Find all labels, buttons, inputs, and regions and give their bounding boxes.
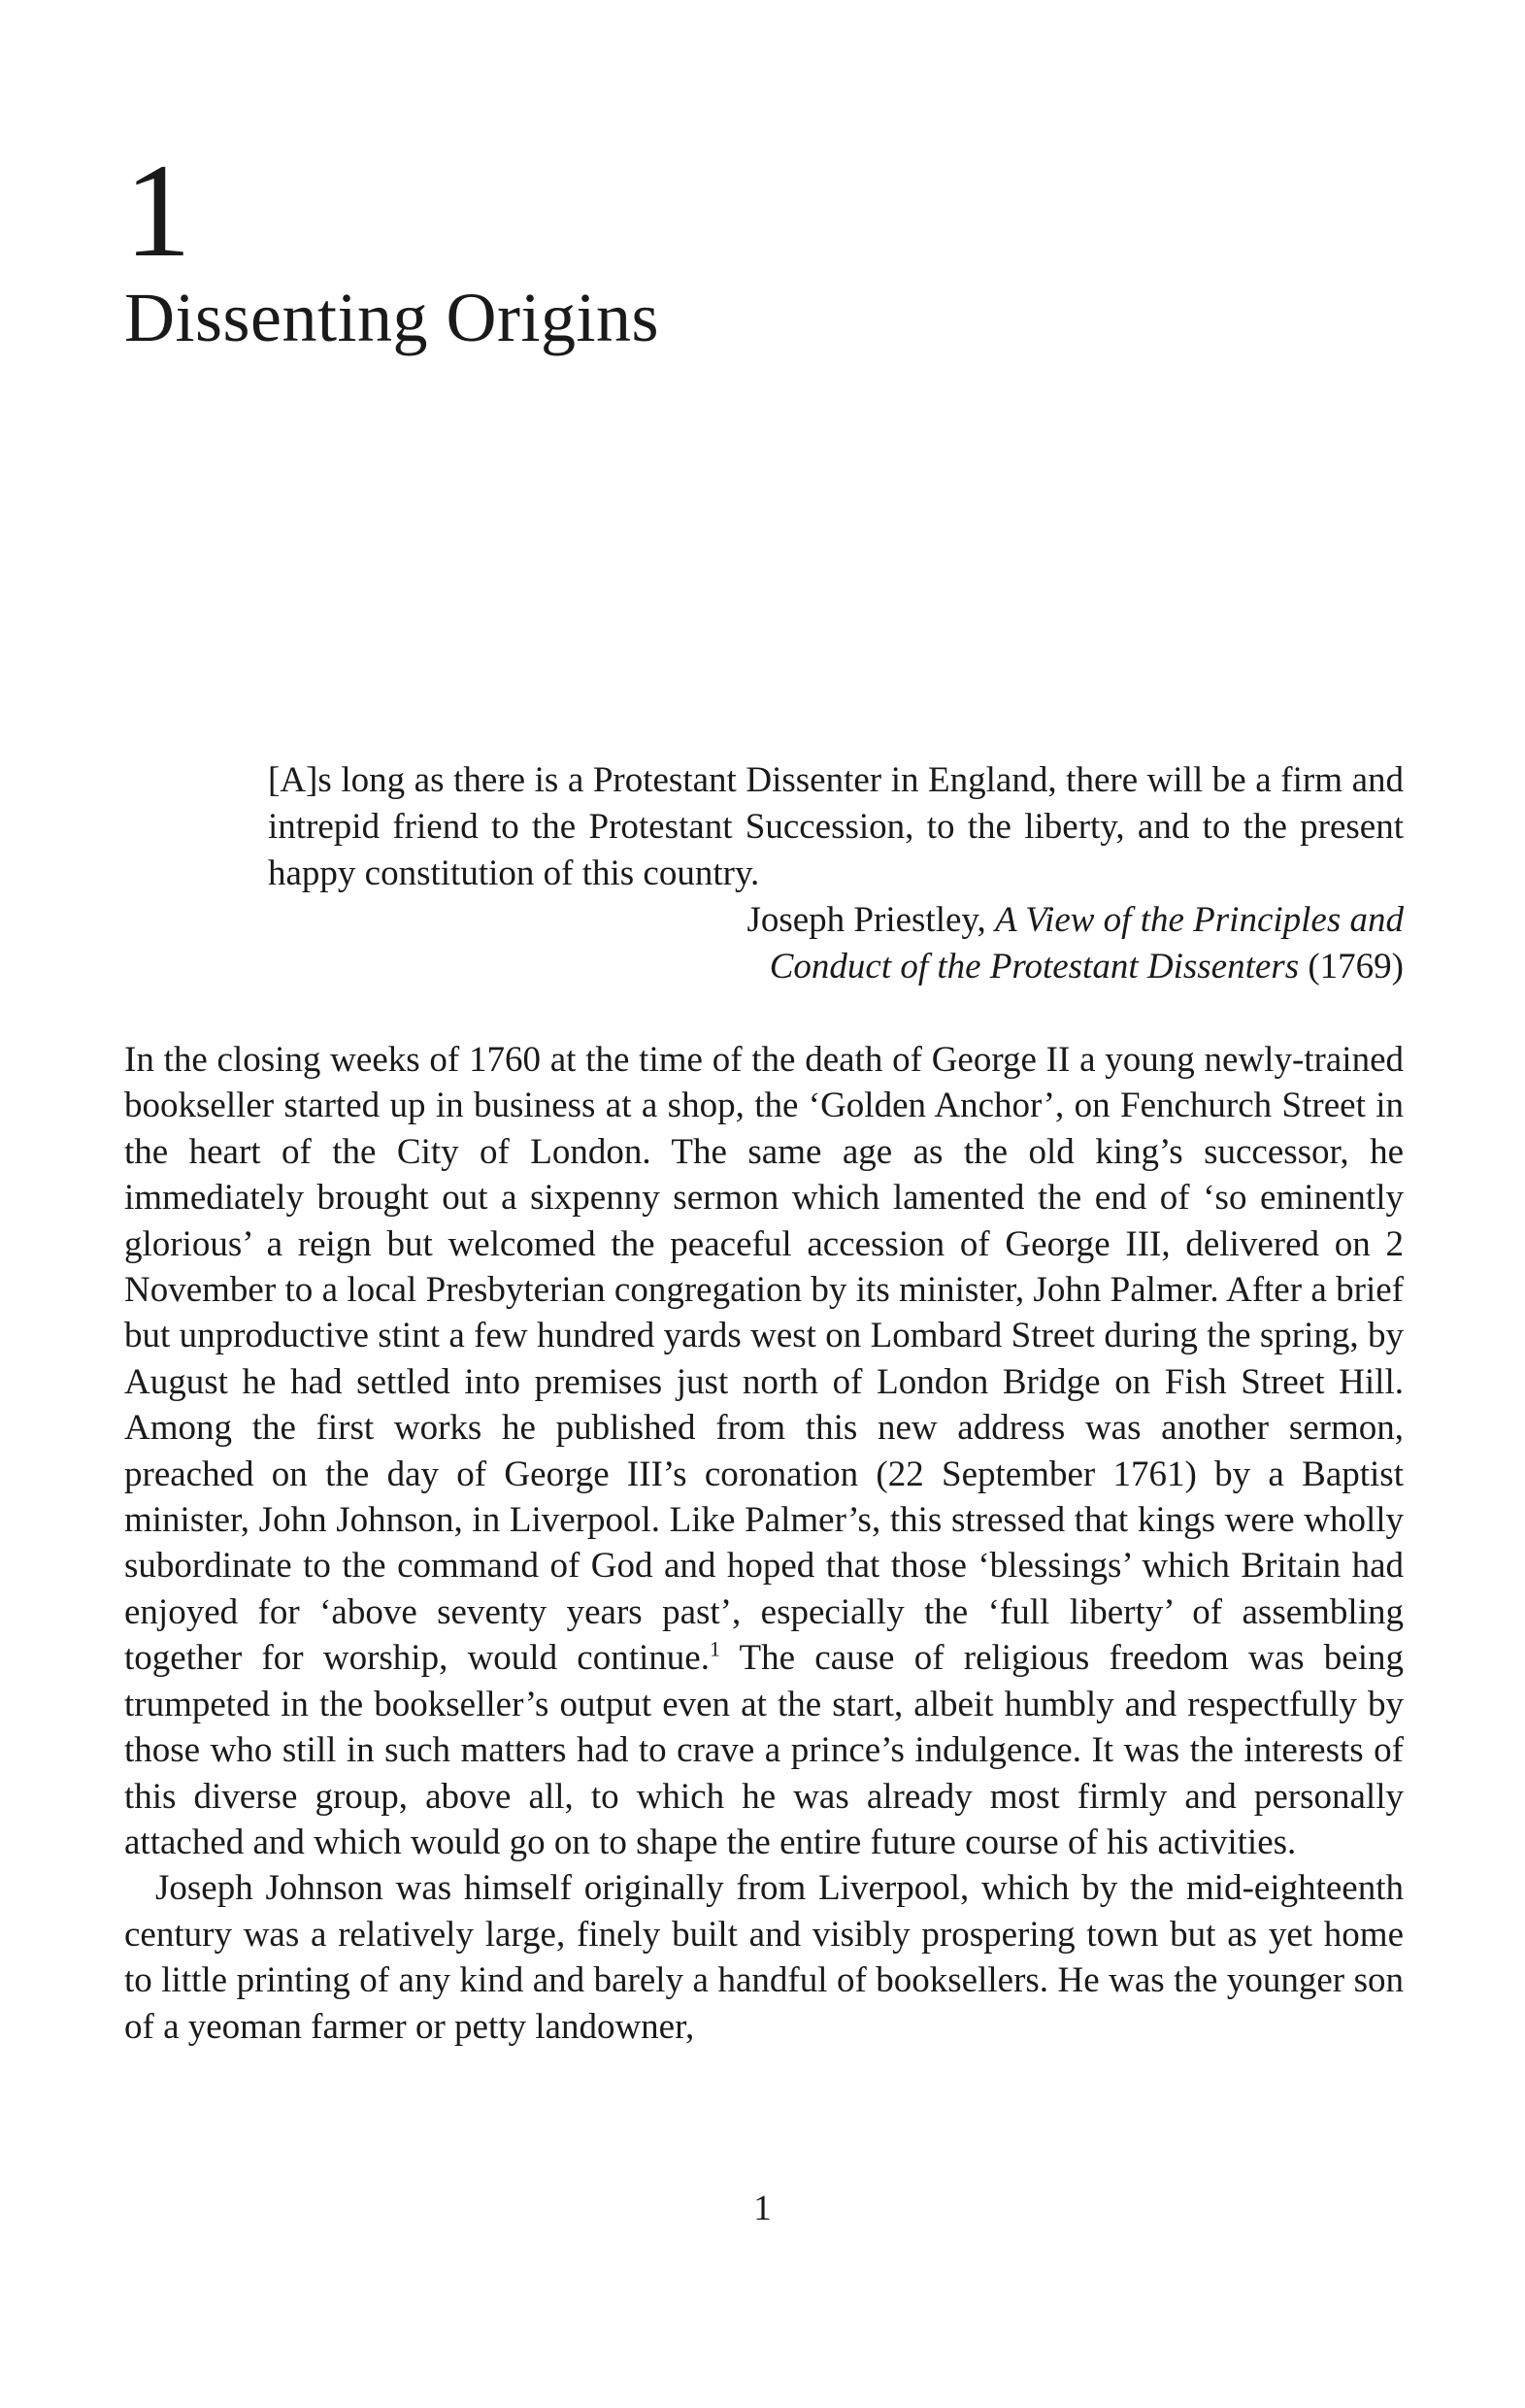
- epigraph-attribution-line-1: [268, 897, 1404, 944]
- paragraph-1-text-b: The cause of religious freedom was being trumpeted in the bookseller’s output even at the start, albeit humbly and respectfully by those who still in such matters had to crave a prince’s indulgence. It was the interests of this diverse group, above all, to which he was already most firmly and personally attached and which would go on to shape the entire future course of his activities.: [124, 1638, 1404, 1862]
- epigraph-quote: [A]s long as there is a Protestant Dissenter in England, there will be a firm and intrepid friend to the Protestant Succession, to the liberty, and to the present happy constitution of this country.: [268, 760, 1404, 893]
- epigraph-work-title-2: Conduct of the Protestant Dissenters: [769, 947, 1300, 987]
- page-number: 1: [753, 2189, 772, 2228]
- chapter-number: 1: [124, 136, 191, 284]
- footnote-marker[interactable]: 1: [709, 1636, 720, 1661]
- epigraph-year: (1769): [1299, 947, 1404, 987]
- chapter-title: Dissenting Origins: [124, 279, 660, 356]
- epigraph-author: Joseph Priestley,: [746, 900, 996, 940]
- body-text: [124, 1037, 1404, 2050]
- paragraph-1: [124, 1037, 1404, 1865]
- paragraph-1-text-a: In the closing weeks of 1760 at the time of the death of George II a young newly-trained bookseller started up in business at a shop, the ‘Golden Anchor’, on Fenchurch Street in the heart of the City of London. The same age as the old king’s successor, he immediately brought out a sixpenny sermon which lamented the end of ‘so eminently glorious’ a reign but welcomed the peaceful accession of George III, delivered on 2 November to a local Presbyterian congregation by its minister, John Palmer. After a brief but unproductive stint a few hundred yards west on Lombard Street during the spring, by August he had settled into premises just north of London Bridge on Fish Street Hill. Among the first works he published from this new address was another sermon, preached on the day of George III’s coronation (22 September 1761) by a Baptist minister, John Johnson, in Liverpool. Like Palmer’s, this stressed that kings were wholly subordinate to the command of God and hoped that those ‘blessings’ which Britain had enjoyed for ‘above seventy years past’, especially the ‘full liberty’ of assembling together for worship, would continue.: [124, 1040, 1404, 1679]
- epigraph-attribution: [268, 897, 1404, 990]
- paragraph-2: Joseph Johnson was himself originally from Liverpool, which by the mid-eighteenth century was a relatively large, finely built and visibly prospering town but as yet home to little printing of any kind and barely a handful of booksellers. He was the younger son of a yeoman farmer or petty landowner,: [124, 1868, 1404, 2047]
- epigraph-attribution-line-2: [268, 944, 1404, 990]
- epigraph-work-title-1: A View of the Principles and: [995, 900, 1404, 940]
- epigraph: [268, 757, 1404, 990]
